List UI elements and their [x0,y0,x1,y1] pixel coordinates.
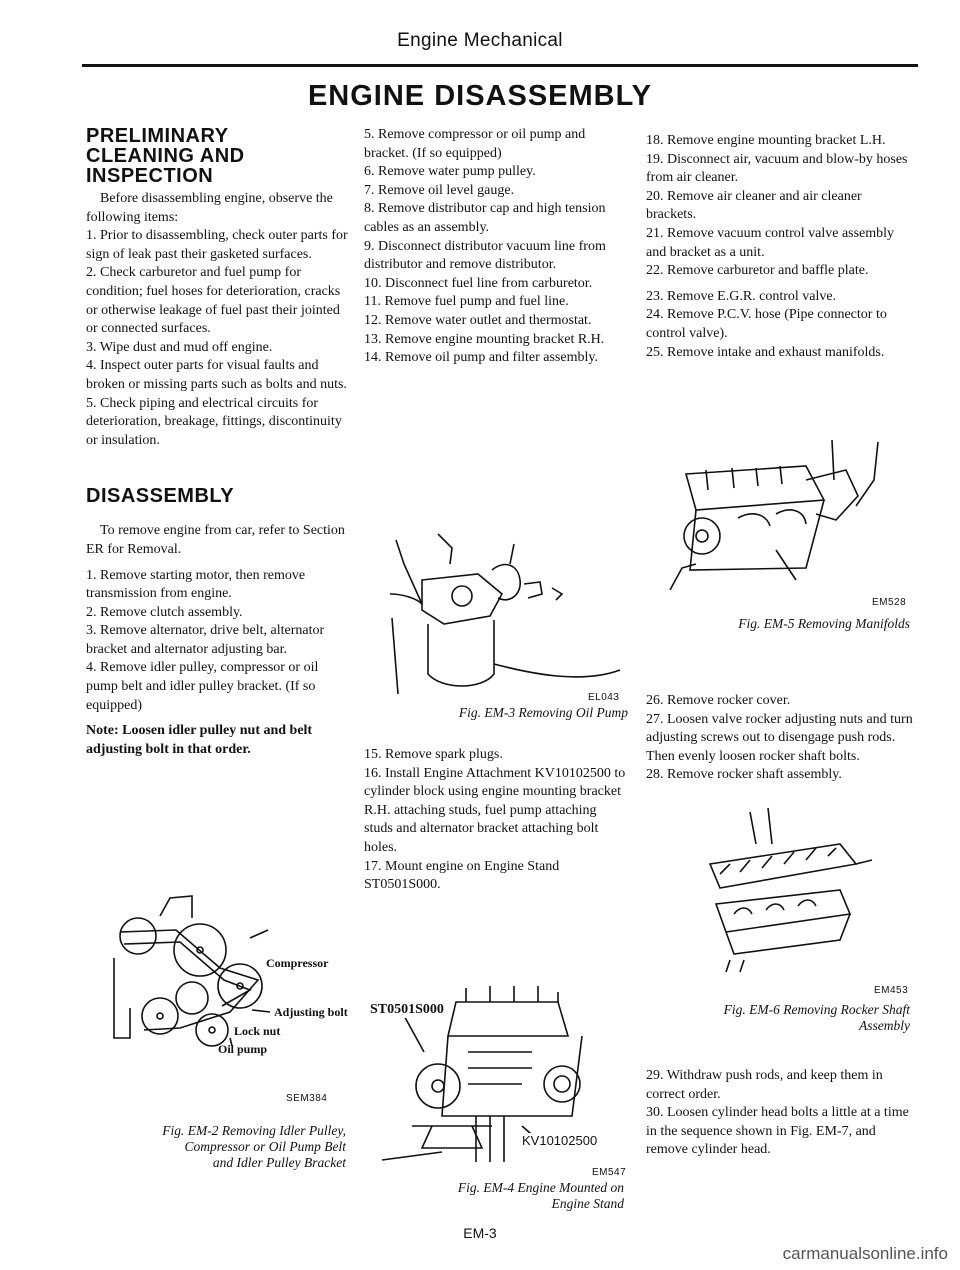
rocker-shaft-illustration [690,804,890,974]
label-engine-stand: ST0501S000 [370,1002,444,1017]
disassembly-step: 5. Remove compressor or oil pump and bracket. (If so equipped) [364,127,586,161]
figure-em-5 [656,440,896,590]
figure-code-sem384: SEM384 [286,1093,328,1104]
disassembly-step: 4. Remove idler pulley, compressor or oil pump belt and idler pulley bracket. (If so equipped) [86,660,319,713]
note: Note: Loosen idler pulley nut and belt adjusting bolt in that order. [86,723,313,757]
label-engine-attachment: KV10102500 [522,1133,598,1148]
figure-caption-em-6: Fig. EM-6 Removing Rocker Shaft Assembly [723,1002,910,1033]
disassembly-intro: To remove engine from car, refer to Section ER for Removal. [86,523,345,557]
running-header: Engine Mechanical [397,30,563,51]
disassembly-step: 10. Disconnect fuel line from carburetor. [364,275,593,291]
disassembly-step: 25. Remove intake and exhaust manifolds. [646,344,885,360]
figure-em-6 [690,804,890,974]
preliminary-item: 1. Prior to disassembling, check outer parts for sign of leak past their gasketed surfaces. [86,228,348,262]
disassembly-step: 29. Withdraw push rods, and keep them in correct order. [646,1068,883,1102]
figure-em-3 [382,524,632,694]
preliminary-intro: Before disassembling engine, observe the following items: [86,191,333,225]
figure-caption-em-4: Fig. EM-4 Engine Mounted on Engine Stand [457,1180,624,1211]
disassembly-step: 1. Remove starting motor, then remove transmission from engine. [86,567,306,602]
disassembly-step: 18. Remove engine mounting bracket L.H. [646,133,886,148]
figure-caption-em-5: Fig. EM-5 Removing Manifolds [738,616,910,631]
disassembly-step: 16. Install Engine Attachment KV10102500 to cylinder block using engine mounting bracket R.H. attaching studs, fuel pump attaching studs and alternator bracket attaching bolt holes. [364,765,626,855]
section-heading-preliminary: PRELIMINARY CLEANING AND INSPECTION [86,125,245,187]
preliminary-item: 4. Inspect outer parts for visual faults and broken or missing parts such as bolts and nuts. [86,358,347,392]
figure-code-em528: EM528 [872,597,907,608]
disassembly-step: 19. Disconnect air, vacuum and blow-by hoses from air cleaner. [646,151,908,186]
watermark: carmanualsonline.info [782,1244,948,1263]
disassembly-step: 2. Remove clutch assembly. [86,604,243,620]
column-2-lower [364,746,628,895]
figure-caption-em-2: Fig. EM-2 Removing Idler Pulley, Compressor or Oil Pump Belt and Idler Pulley Bracket [162,1123,346,1170]
figure-code-em547: EM547 [592,1167,627,1178]
disassembly-step: 13. Remove engine mounting bracket R.H. [364,331,605,347]
disassembly-step: 30. Loosen cylinder head bolts a little at a time in the sequence shown in Fig. EM-7, and remove cylinder head. [646,1105,909,1158]
disassembly-step: 22. Remove carburetor and baffle plate. [646,263,869,279]
column-2 [364,126,628,368]
disassembly-step: 15. Remove spark plugs. [364,747,503,762]
disassembly-step: 23. Remove E.G.R. control valve. [646,288,837,304]
header-rule [82,64,918,67]
disassembly-step: 12. Remove water outlet and thermostat. [364,312,592,328]
disassembly-step: 28. Remove rocker shaft assembly. [646,767,842,783]
preliminary-item: 2. Check carburetor and fuel pump for condition; fuel hoses for deterioration, cracks or otherwise leakage of fuel past their jointed or connected surfaces. [86,265,341,337]
figure-em-4 [372,976,628,1166]
disassembly-step: 14. Remove oil pump and filter assembly. [364,350,598,366]
figure-code-em453: EM453 [874,985,909,996]
oil-pump-illustration [382,524,632,694]
label-adjusting-bolt: Adjusting bolt [274,1005,348,1019]
column-3-middle [646,692,914,785]
disassembly-step: 9. Disconnect distributor vacuum line from distributor and remove distributor. [364,238,606,273]
disassembly-step: 11. Remove fuel pump and fuel line. [364,294,569,310]
disassembly-step: 26. Remove rocker cover. [646,693,791,708]
disassembly-step: 27. Loosen valve rocker adjusting nuts and turn adjusting screws out to disengage push rods. Then evenly loosen rocker shaft bolts. [646,711,913,764]
page-title: ENGINE DISASSEMBLY [307,80,653,112]
preliminary-item: 5. Check piping and electrical circuits for deterioration, breakage, fittings, discontinuity or insulation. [86,395,342,448]
figure-caption-em-3: Fig. EM-3 Removing Oil Pump [458,705,628,720]
disassembly-step: 24. Remove P.C.V. hose (Pipe connector to control valve). [646,307,887,341]
disassembly-step: 3. Remove alternator, drive belt, alternator bracket and alternator adjusting bar. [86,623,325,657]
manifold-removal-illustration [656,440,896,590]
disassembly-step: 8. Remove distributor cap and high tension cables as an assembly. [364,201,606,235]
disassembly-step: 17. Mount engine on Engine Stand ST0501S000. [364,858,560,893]
label-oil-pump: Oil pump [218,1042,268,1056]
disassembly-step: 6. Remove water pump pulley. [364,164,536,180]
page-number: EM-3 [463,1225,497,1241]
label-lock-nut: Lock nut [234,1024,281,1038]
label-compressor: Compressor [266,956,329,970]
figure-em-2 [100,888,350,1056]
disassembly-step: 21. Remove vacuum control valve assembly and bracket as a unit. [646,225,895,260]
section-heading-disassembly: DISASSEMBLY [86,485,235,508]
figure-code-el043: EL043 [588,692,620,703]
column-1 [86,126,348,759]
column-3-lower [646,1067,914,1160]
preliminary-item: 3. Wipe dust and mud off engine. [86,339,273,355]
column-3 [646,132,914,362]
disassembly-step: 20. Remove air cleaner and air cleaner brackets. [646,188,862,223]
disassembly-step: 7. Remove oil level gauge. [364,182,515,198]
